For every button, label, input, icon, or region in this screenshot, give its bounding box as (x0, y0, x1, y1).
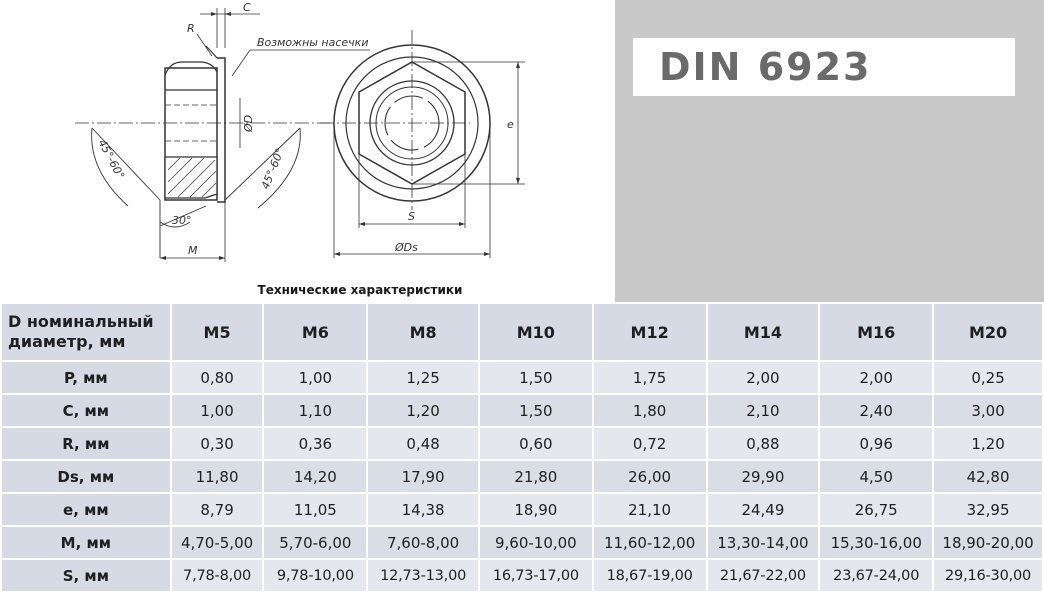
table-cell: 1,50 (479, 361, 593, 394)
table-cell: 23,67-24,00 (819, 559, 933, 592)
table-cell: 1,25 (367, 361, 479, 394)
table-row (1, 361, 1043, 394)
label-d: ØD (242, 114, 255, 132)
table-cell: 7,78-8,00 (171, 559, 264, 592)
table-cell: 21,80 (479, 460, 593, 493)
table-cell: 18,90-20,00 (933, 526, 1043, 559)
nut-front-view (320, 30, 525, 258)
table-cell: 1,80 (593, 394, 707, 427)
label-c: C (243, 1, 251, 14)
table-row (1, 559, 1043, 592)
table-cell: 21,67-22,00 (707, 559, 820, 592)
size-header: M5 (171, 303, 264, 361)
table-cell: 12,73-13,00 (367, 559, 479, 592)
table-cell: 1,00 (263, 361, 367, 394)
table-cell: 5,70-6,00 (263, 526, 367, 559)
label-e: e (507, 118, 514, 131)
table-cell: 17,90 (367, 460, 479, 493)
table-cell: 9,78-10,00 (263, 559, 367, 592)
table-cell: 26,75 (819, 493, 933, 526)
table-cell: 29,16-30,00 (933, 559, 1043, 592)
table-cell: 1,20 (367, 394, 479, 427)
standard-title: DIN 6923 (659, 45, 872, 89)
label-m: M (188, 244, 198, 257)
label-ds: ØDs (395, 241, 418, 254)
row-label: S, мм (1, 559, 171, 592)
table-cell: 8,79 (171, 493, 264, 526)
label-angle-bottom: 30° (172, 214, 192, 227)
table-cell: 11,60-12,00 (593, 526, 707, 559)
table-cell: 0,60 (479, 427, 593, 460)
table-cell: 32,95 (933, 493, 1043, 526)
table-cell: 1,00 (171, 394, 264, 427)
row-label: C, мм (1, 394, 171, 427)
table-cell: 0,25 (933, 361, 1043, 394)
table-cell: 11,05 (263, 493, 367, 526)
size-header: M6 (263, 303, 367, 361)
table-cell: 0,88 (707, 427, 820, 460)
size-header: M16 (819, 303, 933, 361)
table-cell: 4,70-5,00 (171, 526, 264, 559)
table-row (1, 394, 1043, 427)
label-angle-right: 45°-60° (258, 146, 287, 192)
row-label: M, мм (1, 526, 171, 559)
row-label: R, мм (1, 427, 171, 460)
technical-drawing (0, 0, 615, 302)
table-cell: 9,60-10,00 (479, 526, 593, 559)
table-cell: 13,30-14,00 (707, 526, 820, 559)
table-cell: 7,60-8,00 (367, 526, 479, 559)
table-cell: 24,49 (707, 493, 820, 526)
table-cell: 14,38 (367, 493, 479, 526)
table-cell: 0,80 (171, 361, 264, 394)
label-r: R (187, 22, 195, 35)
title-box (633, 38, 1015, 96)
table-cell: 1,75 (593, 361, 707, 394)
table-cell: 2,10 (707, 394, 820, 427)
table-row (1, 427, 1043, 460)
table-cell: 2,00 (819, 361, 933, 394)
table-cell: 18,67-19,00 (593, 559, 707, 592)
table-cell: 26,00 (593, 460, 707, 493)
table-cell: 2,40 (819, 394, 933, 427)
table-cell: 42,80 (933, 460, 1043, 493)
label-s: S (408, 210, 415, 223)
table-cell: 0,36 (263, 427, 367, 460)
label-notches: Возможны насечки (257, 36, 369, 49)
size-header: M10 (479, 303, 593, 361)
table-header-row (1, 303, 1043, 361)
table-cell: 3,00 (933, 394, 1043, 427)
corner-header: D номинальный диаметр, мм (1, 303, 171, 361)
specifications-table (0, 302, 1044, 593)
table-row (1, 493, 1043, 526)
table-cell: 29,90 (707, 460, 820, 493)
table-cell: 0,96 (819, 427, 933, 460)
row-label: e, мм (1, 493, 171, 526)
table-cell: 1,20 (933, 427, 1043, 460)
size-header: M8 (367, 303, 479, 361)
table-cell: 1,10 (263, 394, 367, 427)
table-cell: 14,20 (263, 460, 367, 493)
table-cell: 21,10 (593, 493, 707, 526)
size-header: M20 (933, 303, 1043, 361)
row-label: P, мм (1, 361, 171, 394)
flange-nut-drawing-svg (0, 0, 615, 302)
table-cell: 0,72 (593, 427, 707, 460)
table-row (1, 460, 1043, 493)
table-cell: 4,50 (819, 460, 933, 493)
label-angle-left: 45°-60° (95, 137, 128, 182)
table-cell: 0,30 (171, 427, 264, 460)
table-cell: 16,73-17,00 (479, 559, 593, 592)
table-cell: 1,50 (479, 394, 593, 427)
drawing-caption: Технические характеристики (257, 283, 463, 297)
size-header: M12 (593, 303, 707, 361)
table-cell: 15,30-16,00 (819, 526, 933, 559)
title-panel (615, 0, 1044, 302)
table-cell: 11,80 (171, 460, 264, 493)
table-row (1, 526, 1043, 559)
table-cell: 18,90 (479, 493, 593, 526)
row-label: Ds, мм (1, 460, 171, 493)
table-cell: 0,48 (367, 427, 479, 460)
table-cell: 2,00 (707, 361, 820, 394)
size-header: M14 (707, 303, 820, 361)
